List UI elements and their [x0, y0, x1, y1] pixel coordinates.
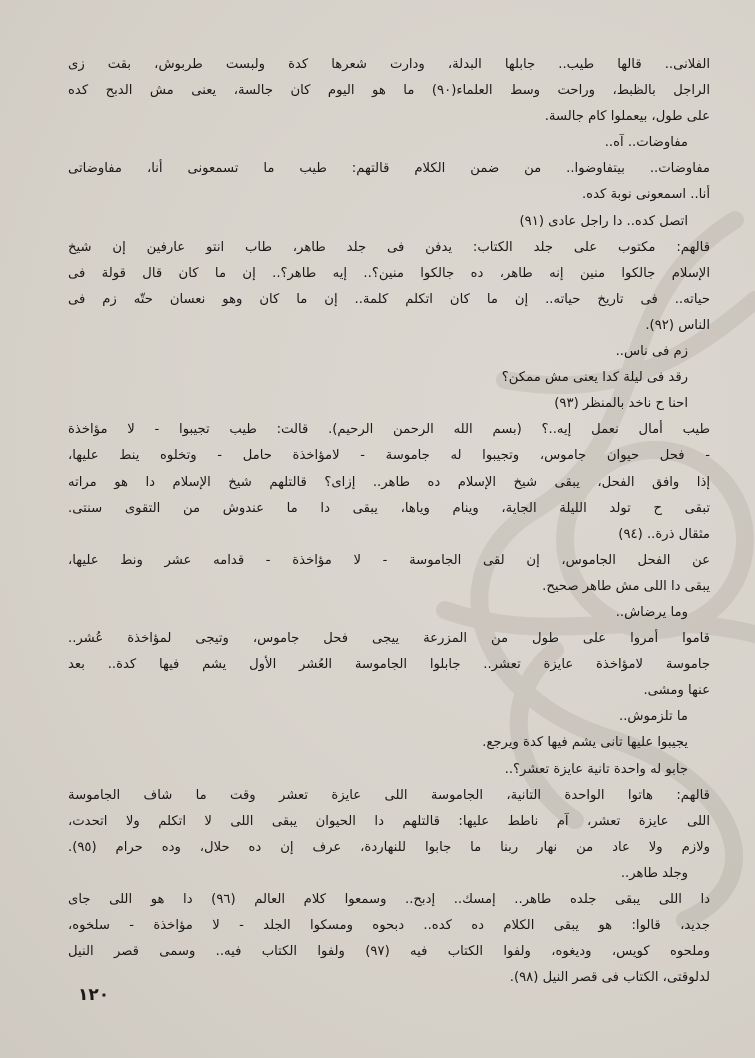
text-line: إذا وافق الفحل، يبقى شيخ الإسلام ده طاهر.. إزاى؟ قالتلهم شيخ الإسلام دا هو مراته: [68, 474, 710, 490]
text-line: مفاوضات.. آه..: [604, 135, 688, 151]
text-line: أنا.. اسمعونى نوبة كده.: [581, 187, 710, 203]
text-line: حياته.. فى تاريخ حياته.. إن ما كان اتكلم كلمة.. إن ما كان وهو نعسان حتّه زم فى: [68, 291, 710, 307]
text-line: الناس (٩٢).: [645, 317, 710, 333]
text-line: - فحل حيوان جاموس، وتجيبوا له جاموسة - لامؤاخذة حامل - وتخلوه ينط عليها،: [68, 448, 710, 464]
text-line: وجلد طاهر..: [620, 865, 688, 881]
text-line: احنا ح ناخد بالمنظر (٩٣): [554, 396, 688, 412]
text-line: لدلوقتى، الكتاب فى قصر النيل (٩٨).: [509, 970, 710, 986]
text-line: زم فى ناس..: [615, 344, 688, 360]
text-line: مثقال ذرة.. (٩٤): [618, 526, 710, 542]
text-line: الإسلام جالكوا منين إنه طاهر، ده جالكوا منين؟.. إيه طاهر؟.. إن ما كان قال قولة فى: [68, 265, 710, 281]
text-line: ما تلزموش..: [619, 709, 688, 725]
page-number: ١٢٠: [78, 985, 110, 1005]
text-line: جاموسة لامؤاخذة عايزة تعشر.. جابلوا الجاموسة العُشر الأول يشم فيها كدة.. بعد: [68, 657, 710, 673]
text-line: عن الفحل الجاموس، إن لقى الجاموسة - لا مؤاخذة - قدامه عشر ونط عليها،: [68, 552, 710, 568]
body-text: [68, 52, 710, 991]
text-line: رقد فى ليلة كدا يعنى مش ممكن؟: [501, 370, 688, 386]
text-line: وما يرضاش..: [615, 604, 688, 620]
text-line: عنها ومشى.: [643, 683, 710, 699]
text-line: على طول، بيعملوا كام جالسة.: [544, 109, 710, 125]
text-line: جديد، قالوا: هو يبقى الكلام ده كده.. دبحوه ومسكوا الجلد - لا مؤاخذة - سلخوه،: [68, 918, 710, 934]
text-line: دا اللى يبقى جلده طاهر.. إمسك.. إدبح.. وسمعوا كلام العالم (٩٦) دا هو اللى جاى: [68, 892, 710, 907]
text-line: ولازم ولا عاد من نهار ربنا ما جابوا للنهاردة، عرف إن ده حلال، وده حرام (٩٥).: [68, 839, 710, 855]
text-line: مفاوضات.. بيتفاوضوا.. من ضمن الكلام قالتهم: طيب ما تسمعونى أنا، مفاوضاتى: [68, 161, 710, 177]
text-line: طيب أمال نعمل إيه..؟ (بسم الله الرحمن الرحيم). قالت: طيب تجيبوا - لا مؤاخذة: [68, 422, 710, 438]
text-line: قالهم: مكتوب على جلد الكتاب: يدفن فى جلد طاهر، طاب انتو عارفين إن شيخ: [68, 239, 710, 255]
text-line: الفلانى.. قالها طيب.. جابلها البدلة، ودارت شعرها كدة ولبست طربوش، بقت زى: [68, 57, 710, 72]
text-line: وملحوه كويس، وديغوه، ولفوا الكتاب فيه (٩٧) ولفوا الكتاب فيه.. وسمى قصر النيل: [68, 944, 710, 960]
text-line: تبقى ح تولد الليلة الجاية، وينام وياها، يبقى دا ما عندوش من التقوى سنتى.: [68, 500, 710, 516]
text-line: يجيبوا عليها تانى يشم فيها كدة ويرجع.: [482, 735, 688, 751]
text-line: قالهم: هاتوا الواحدة التانية، الجاموسة اللى عايزة تعشر وقت ما شاف الجاموسة: [68, 787, 710, 803]
text-line: جابو له واحدة تانية عايزة تعشر؟..: [504, 761, 688, 777]
text-line: الراجل بالظبط، وراحت وسط العلماء(٩٠) ما هو اليوم كان جالسة، يعنى مش الدبح كده: [68, 83, 710, 99]
text-line: قاموا أمروا على طول من المزرعة ييجى فحل جاموس، وتيجى لمؤاخذة عُشر..: [68, 631, 710, 647]
text-line: اللى عايزة تعشر، آم ناطط عليها: قالتلهم دا الحيوان يبقى اللى لا اتكلم ولا اتحدت،: [68, 813, 710, 829]
text-line: اتصل كده.. دا راجل عادى (٩١): [519, 213, 688, 229]
text-line: يبقى دا اللى مش طاهر صحيح.: [542, 578, 710, 594]
